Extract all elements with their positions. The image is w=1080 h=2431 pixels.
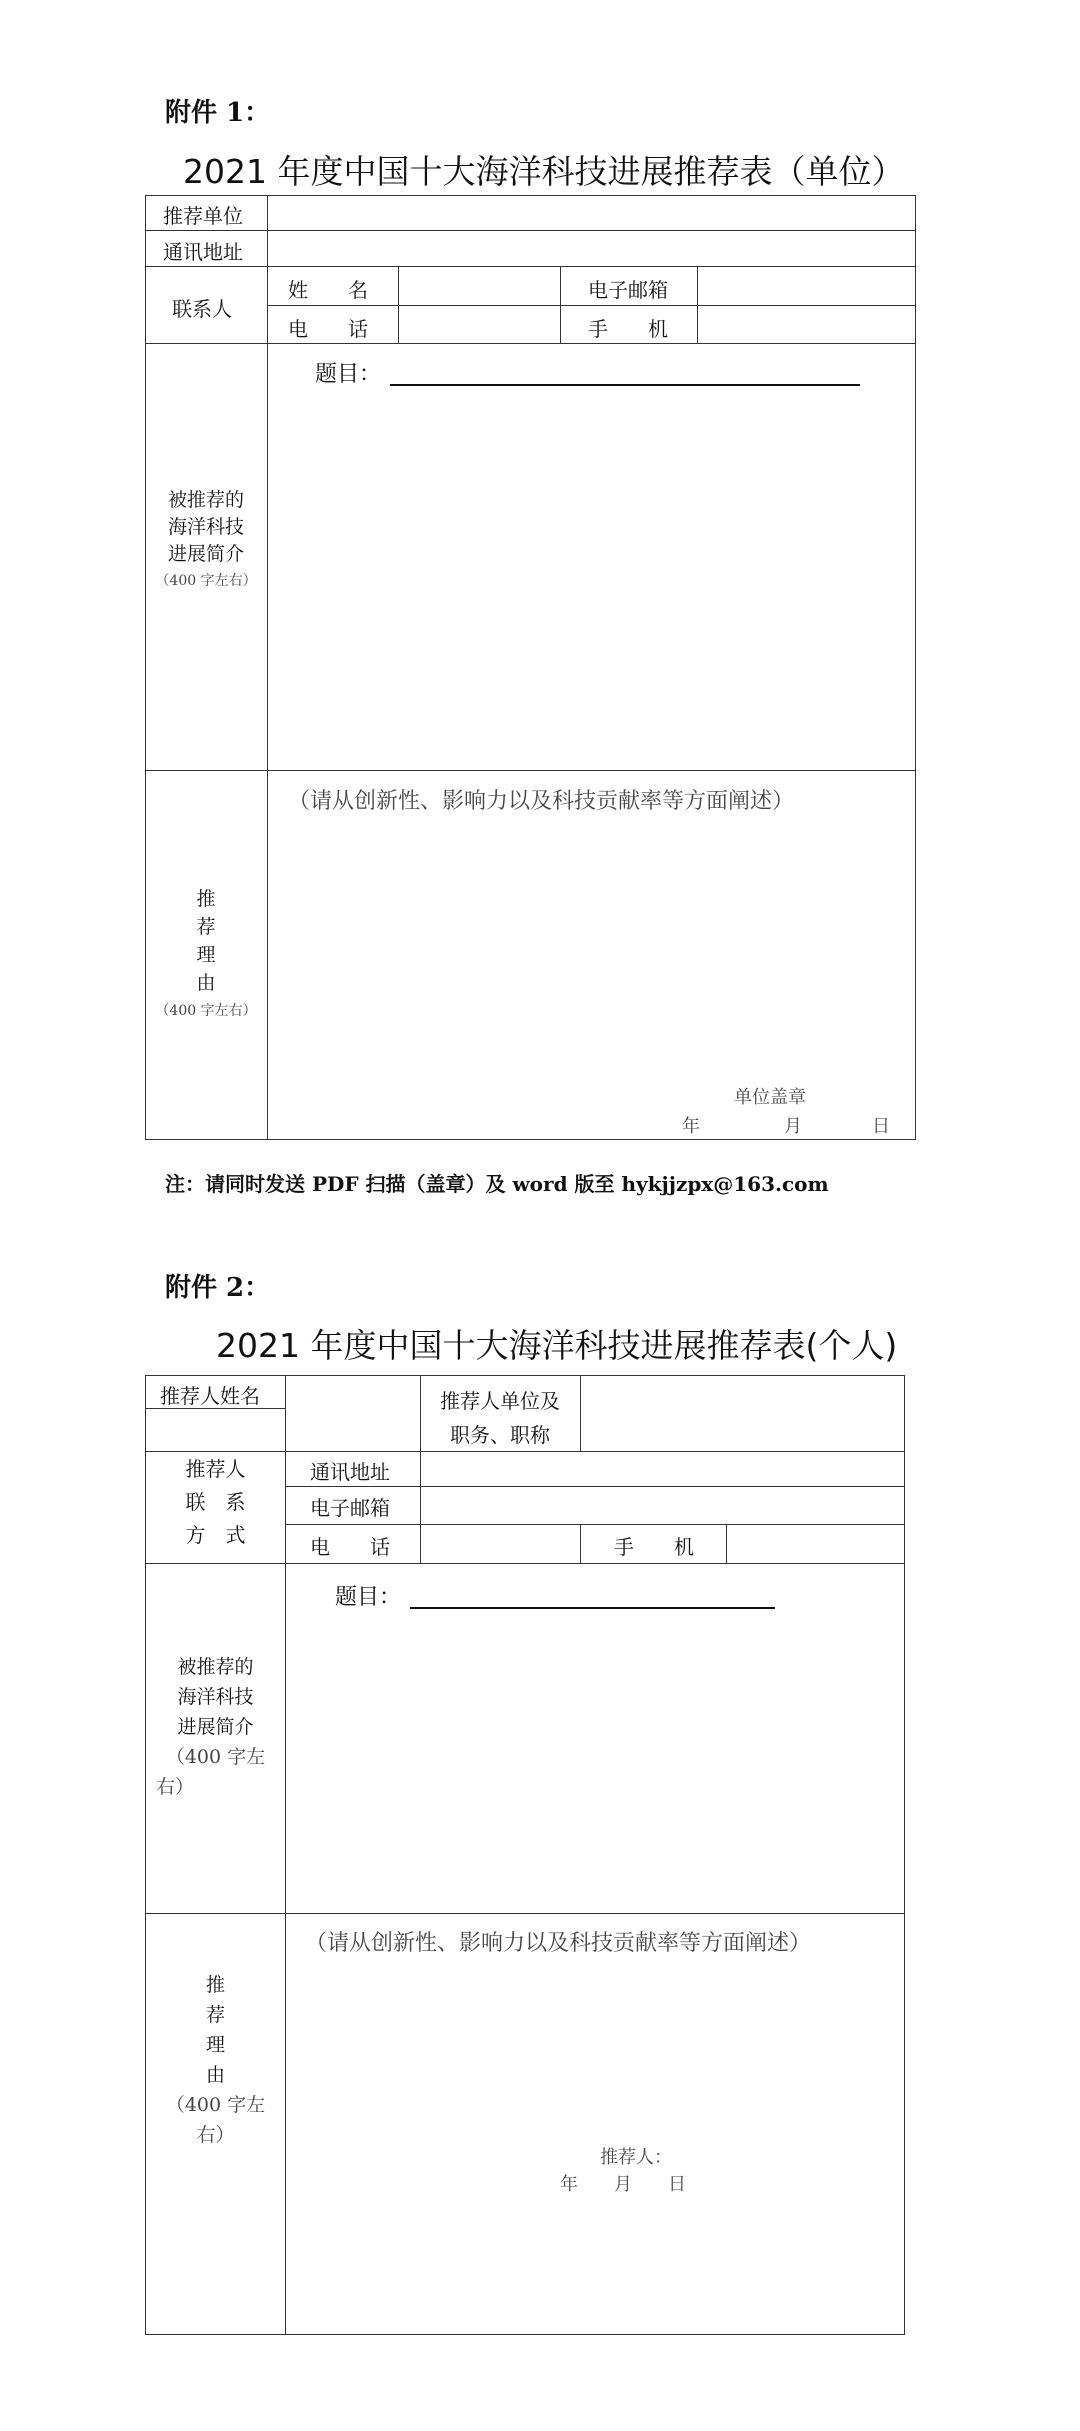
email-field[interactable]	[700, 268, 914, 303]
mobile-label: 手 机	[614, 1535, 694, 1559]
date-label: 年 月 日	[560, 2174, 686, 2195]
mobile-label: 手 机	[588, 317, 668, 341]
intro-label-line: （400 字左	[165, 1746, 266, 1768]
form2-title: 2021 年度中国十大海洋科技进展推荐表(个人)	[216, 1326, 898, 1365]
unit-title-label	[422, 1384, 578, 1452]
reason-label-char: 由	[196, 972, 216, 994]
rec-unit-field[interactable]	[270, 198, 914, 228]
reason-label-char: 理	[196, 944, 216, 966]
day-label: 日	[872, 1116, 890, 1137]
intro-textarea[interactable]	[288, 1618, 903, 1910]
submission-note: 注：请同时发送 PDF 扫描（盖章）及 word 版至 hykjjzpx@163.com	[165, 1172, 829, 1196]
form1-col-line	[398, 266, 399, 343]
form2-col-line	[285, 1375, 286, 2335]
intro-textarea[interactable]	[270, 395, 914, 767]
contact-method-line: 方 式	[185, 1523, 246, 1547]
form2-row-line	[145, 1563, 905, 1564]
reason-textarea[interactable]	[288, 1960, 903, 2330]
topic-label: 题目：	[315, 362, 382, 387]
form1-row-line	[145, 266, 916, 267]
intro-label-line: 进展简介	[167, 543, 244, 565]
attachment-2-label: 附件 2：	[165, 1273, 271, 1303]
intro-label-line: 被推荐的	[167, 489, 244, 511]
reason-label-char: 推	[205, 1974, 225, 1996]
address-label: 通讯地址	[310, 1460, 390, 1484]
reason-label-char: 推	[196, 888, 216, 910]
mobile-field[interactable]	[729, 1526, 903, 1561]
month-label: 月	[784, 1116, 802, 1137]
reason-label-char: 荐	[196, 916, 216, 938]
reason-label-char: 荐	[205, 2004, 225, 2026]
phone-field[interactable]	[400, 307, 558, 341]
reason-label	[148, 1970, 283, 2150]
intro-label	[148, 1652, 283, 1802]
contact-method-line: 联 系	[185, 1490, 246, 1514]
reason-label-char: 理	[205, 2034, 225, 2056]
reason-label	[148, 885, 264, 1025]
form1-row-line	[145, 343, 916, 344]
unit-title-line: 推荐人单位及	[440, 1389, 560, 1413]
address-label: 通讯地址	[163, 240, 243, 264]
contact-method-label	[148, 1453, 283, 1552]
reason-label-line: （400 字左	[165, 2094, 266, 2116]
contact-method-line: 推荐人	[185, 1457, 246, 1481]
phone-label: 电 话	[288, 317, 368, 341]
form1-col-line	[267, 195, 268, 1140]
rec-unit-label: 推荐单位	[163, 204, 243, 228]
form2-col-line	[420, 1375, 421, 1451]
recommender-label: 推荐人：	[600, 2147, 672, 2168]
form2-col-line	[580, 1524, 581, 1563]
intro-label	[148, 487, 264, 595]
form1-col-line	[560, 266, 561, 343]
reason-hint: （请从创新性、影响力以及科技贡献率等方面阐述）	[305, 1931, 812, 1956]
seal-label: 单位盖章	[734, 1087, 806, 1108]
topic-underline	[390, 384, 860, 386]
unit-title-line: 职务、职称	[450, 1423, 550, 1447]
form1-row-line	[145, 770, 916, 771]
phone-label: 电 话	[310, 1535, 390, 1559]
topic-underline	[410, 1607, 775, 1609]
year-label: 年	[682, 1116, 700, 1137]
intro-label-line: 被推荐的	[177, 1656, 254, 1678]
topic-input[interactable]	[410, 1575, 775, 1607]
intro-label-line: 海洋科技	[177, 1686, 254, 1708]
form1-col-line	[697, 266, 698, 343]
email-label: 电子邮箱	[310, 1496, 390, 1520]
form2-row-line	[285, 1486, 905, 1487]
reason-textarea[interactable]	[270, 815, 914, 1075]
name-label: 姓 名	[288, 278, 368, 302]
form2-row-line	[145, 1913, 905, 1914]
intro-label-line: 右）	[156, 1776, 195, 1798]
address-field[interactable]	[270, 233, 914, 264]
reason-hint: （请从创新性、影响力以及科技贡献率等方面阐述）	[288, 789, 795, 814]
attachment-1-label: 附件 1：	[165, 98, 271, 128]
form2-col-line	[726, 1524, 727, 1563]
intro-label-line: 进展简介	[177, 1716, 254, 1738]
unit-title-field[interactable]	[583, 1378, 903, 1449]
form1-row-line	[145, 230, 916, 231]
reason-label-line: 右）	[196, 2124, 235, 2146]
topic-input[interactable]	[390, 352, 860, 384]
reason-label-char: 由	[205, 2064, 225, 2086]
word-limit-note: （400 字左右）	[155, 1003, 257, 1019]
rec-name-label: 推荐人姓名	[160, 1384, 260, 1408]
intro-label-line: 海洋科技	[167, 516, 244, 538]
rec-name-field[interactable]	[288, 1378, 418, 1449]
topic-label: 题目：	[335, 1585, 402, 1610]
name-field[interactable]	[400, 268, 558, 303]
address-field[interactable]	[423, 1453, 903, 1484]
form1-row-line	[267, 305, 916, 306]
mobile-field[interactable]	[700, 307, 914, 341]
form2-row-line	[285, 1524, 905, 1525]
form1-title: 2021 年度中国十大海洋科技进展推荐表（单位）	[183, 152, 905, 191]
form2-col-line	[420, 1451, 421, 1563]
word-limit-note: （400 字左右）	[155, 573, 257, 589]
contact-label: 联系人	[172, 297, 232, 321]
phone-field[interactable]	[423, 1526, 578, 1561]
form2-col-line	[580, 1375, 581, 1451]
email-field[interactable]	[423, 1488, 903, 1522]
email-label: 电子邮箱	[588, 278, 668, 302]
